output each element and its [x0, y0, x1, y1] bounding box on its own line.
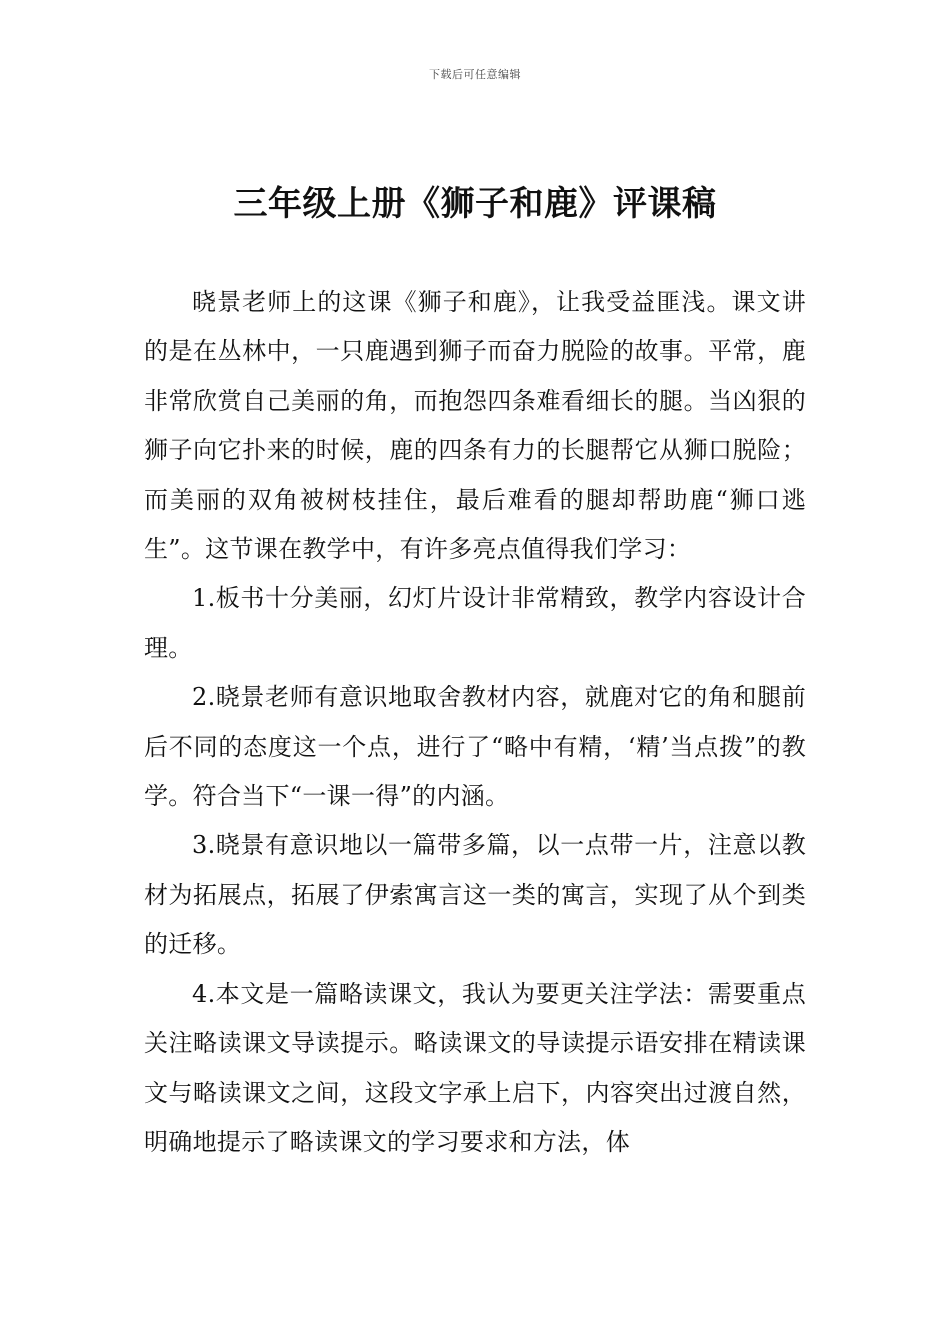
intro-paragraph: 晓景老师上的这课《狮子和鹿》，让我受益匪浅。课文讲的是在丛林中，一只鹿遇到狮子而奋力脱险的故事。平常，鹿非常欣赏自己美丽的角，而抱怨四条难看细长的腿。当凶狠的狮子向它扑来的时候，鹿的四条有力的长腿帮它从狮口脱险；而美丽的双角被树枝挂住，最后难看的腿却帮助鹿“狮口逃生”。这节课在教学中，有许多亮点值得我们学习： — [144, 288, 806, 564]
header-note: 下载后可任意编辑 — [429, 68, 521, 81]
point-4-paragraph: 4.本文是一篇略读课文，我认为要更关注学法：需要重点关注略读课文导读提示。略读课文的导读提示语安排在精读课文与略读课文之间，这段文字承上启下，内容突出过渡自然，明确地提示了略读课文的学习要求和方法，体 — [144, 979, 806, 1156]
point-1-paragraph: 1.板书十分美丽，幻灯片设计非常精致，教学内容设计合理。 — [144, 584, 806, 662]
point-3-paragraph: 3.晓景有意识地以一篇带多篇，以一点带一片，注意以教材为拓展点，拓展了伊索寓言这一类的寓言，实现了从个到类的迁移。 — [144, 831, 806, 959]
point-2-paragraph: 2.晓景老师有意识地取舍教材内容，就鹿对它的角和腿前后不同的态度这一个点，进行了“略中有精，‘精’当点拨”的教学。符合当下“一课一得”的内涵。 — [144, 683, 806, 811]
document-title: 三年级上册《狮子和鹿》评课稿 — [233, 184, 717, 224]
document-body — [144, 278, 806, 1167]
